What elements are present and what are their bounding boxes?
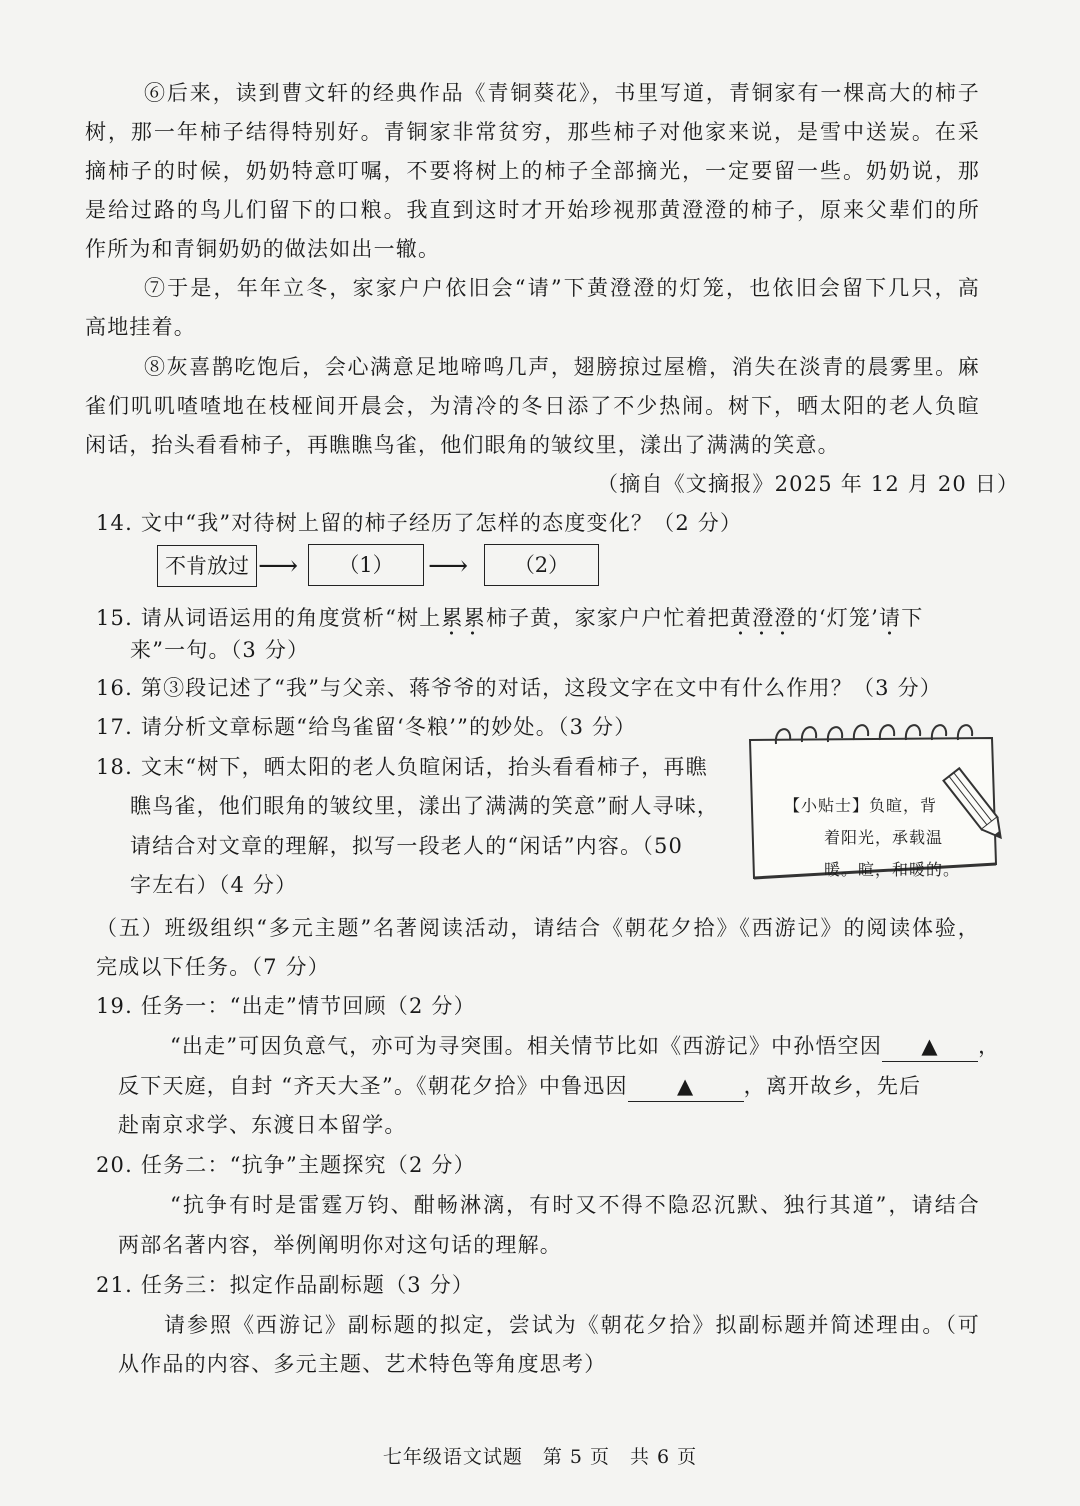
passage-p6-line3: 摘柿子的时候，奶奶特意叮嘱，不要将树上的柿子全部摘光，一定要留一些。奶奶说，那 xyxy=(85,159,980,183)
question-14: 14. 文中“我”对待树上留的柿子经历了怎样的态度变化？（2 分） xyxy=(96,511,743,535)
passage-p6-line1: ⑥后来，读到曹文轩的经典作品《青铜葵花》，书里写道，青铜家有一棵高大的柿子 xyxy=(144,81,980,105)
tip-line2: 着阳光，承载温 xyxy=(824,828,944,847)
passage-p8-line2: 雀们叽叽喳喳地在枝桠间开晨会，为清冷的冬日添了不少热闹。树下，晒太阳的老人负暄 xyxy=(85,394,980,418)
passage-p7-line2: 高地挂着。 xyxy=(85,315,196,339)
passage-p8-line3: 闲话，抬头看看柿子，再瞧瞧鸟雀，他们眼角的皱纹里，漾出了满满的笑意。 xyxy=(85,433,840,457)
q15-dotted-word-2: 黄澄澄 xyxy=(730,606,797,636)
question-15-line2: 来”一句。（3 分） xyxy=(130,638,310,662)
question-17: 17. 请分析文章标题“给鸟雀留‘冬粮’”的妙处。（3 分） xyxy=(96,715,637,739)
tip-line1: 【小贴士】负暄，背 xyxy=(784,796,938,815)
passage-p6-line5: 作所为和青铜奶奶的做法如出一辙。 xyxy=(85,237,441,261)
q19-text-2b: ，离开故乡，先后 xyxy=(743,1074,922,1098)
question-18-line2: 瞧鸟雀，他们眼角的皱纹里，漾出了满满的笑意”耐人寻味， xyxy=(130,794,720,818)
passage-p8-line1: ⑧灰喜鹊吃饱后，会心满意足地啼鸣几声，翅膀掠过屋檐，消失在淡青的晨雾里。麻 xyxy=(144,355,980,379)
question-21-line1: 请参照《西游记》副标题的拟定，尝试为《朝花夕拾》拟副标题并简述理由。（可 xyxy=(164,1313,980,1337)
flow-answer-box-2[interactable]: （2） xyxy=(484,544,599,586)
tip-line3: 暖。暄，和暖的。 xyxy=(824,860,961,879)
q19-text-2a: 反下天庭，自封 “齐天大圣”。《朝花夕拾》中鲁迅因 xyxy=(118,1074,628,1098)
page-footer: 七年级语文试题 第 5 页 共 6 页 xyxy=(382,1446,698,1468)
q15-dotted-word-3: 请 xyxy=(879,606,901,636)
question-21-title: 21. 任务三：拟定作品副标题（3 分） xyxy=(96,1273,475,1297)
q19-answer-blank-1[interactable]: ▲ xyxy=(882,1031,978,1062)
flow-arrow-1: ⟶ xyxy=(258,549,299,582)
question-18-line1: 18. 文末“树下，晒太阳的老人负暄闲话，抬头看看柿子，再瞧 xyxy=(96,755,708,779)
question-20-line2: 两部名著内容，举例阐明你对这句话的理解。 xyxy=(118,1233,562,1257)
question-19-line2 xyxy=(118,1071,921,1102)
q15-text-d: 下 xyxy=(901,606,924,630)
flow-arrow-2: ⟶ xyxy=(428,549,469,582)
question-19-title: 19. 任务一：“出走”情节回顾（2 分） xyxy=(96,994,476,1018)
question-19-line3: 赴南京求学、东渡日本留学。 xyxy=(118,1113,407,1137)
question-16: 16. 第③段记述了“我”与父亲、蒋爷爷的对话，这段文字在文中有什么作用？（3 分） xyxy=(96,676,942,700)
q15-text-a: 15. 请从词语运用的角度赏析“树上 xyxy=(96,606,442,630)
q15-text-c: 的‘灯笼’ xyxy=(796,606,879,630)
passage-p6-line2: 树，那一年柿子结得特别好。青铜家非常贫穷，那些柿子对他家来说，是雪中送炭。在采 xyxy=(85,120,980,144)
passage-source: （摘自《文摘报》2025 年 12 月 20 日） xyxy=(597,472,1020,496)
question-15-line1 xyxy=(96,603,923,633)
section-5-line1: （五）班级组织“多元主题”名著阅读活动，请结合《朝花夕拾》《西游记》的阅读体验， xyxy=(96,916,980,940)
q15-dotted-word-1: 累累 xyxy=(441,606,485,636)
question-21-line2: 从作品的内容、多元主题、艺术特色等角度思考） xyxy=(118,1352,607,1376)
tip-notepad xyxy=(744,718,1006,886)
question-18-line4: 字左右）（4 分） xyxy=(130,873,298,897)
question-18-line3: 请结合对文章的理解，拟写一段老人的“闲话”内容。（50 xyxy=(130,834,684,858)
q19-answer-blank-2[interactable]: ▲ xyxy=(628,1071,744,1102)
passage-p6-line4: 是给过路的鸟儿们留下的口粮。我直到这时才开始珍视那黄澄澄的柿子，原来父辈们的所 xyxy=(85,198,980,222)
flow-start-box: 不肯放过 xyxy=(157,545,257,587)
question-20-line1: “抗争有时是雷霆万钧、酣畅淋漓，有时又不得不隐忍沉默、独行其道”，请结合 xyxy=(170,1193,980,1217)
q15-text-b: 柿子黄，家家户户忙着把 xyxy=(485,606,731,630)
question-20-title: 20. 任务二：“抗争”主题探究（2 分） xyxy=(96,1153,476,1177)
q19-text-1b: ， xyxy=(978,1034,1001,1058)
section-5-line2: 完成以下任务。（7 分） xyxy=(96,955,330,979)
q19-text-1a: “出走”可因负意气，亦可为寻突围。相关情节比如《西游记》中孙悟空因 xyxy=(170,1034,883,1058)
flow-answer-box-1[interactable]: （1） xyxy=(308,544,424,586)
passage-p7-line1: ⑦于是，年年立冬，家家户户依旧会“请”下黄澄澄的灯笼，也依旧会留下几只，高 xyxy=(144,276,980,300)
question-19-line1 xyxy=(170,1031,1000,1062)
